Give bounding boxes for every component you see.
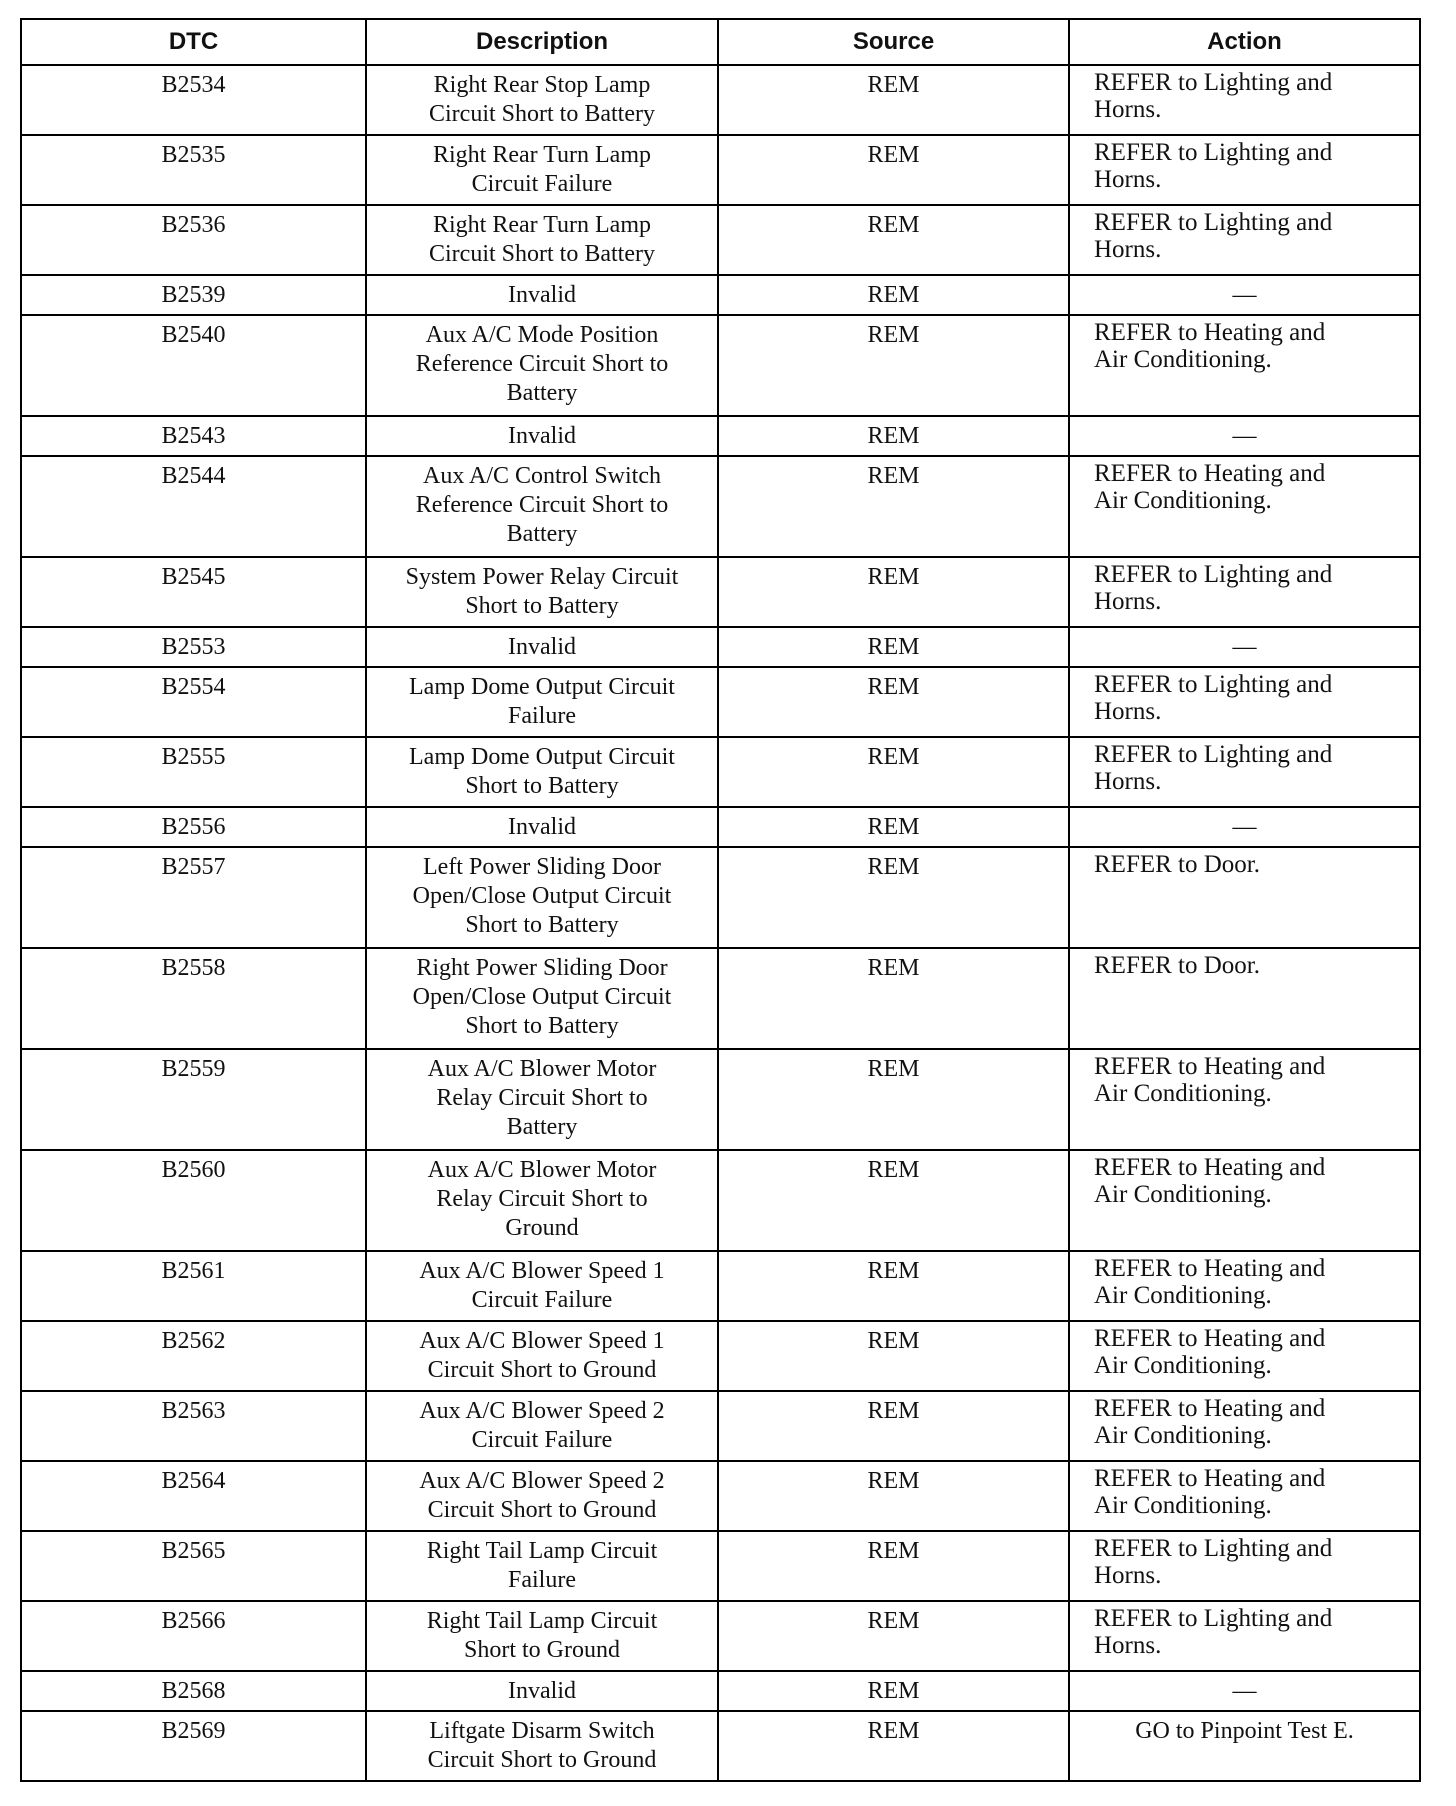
table-row	[22, 136, 1421, 206]
table-row	[22, 1532, 1421, 1602]
action-cell: REFER to Heating and Air Conditioning.	[1070, 1462, 1421, 1530]
description-cell: Right Tail Lamp Circuit Short to Ground	[367, 1602, 719, 1670]
description-cell: Invalid	[367, 417, 719, 455]
table-row	[22, 457, 1421, 558]
description-cell: System Power Relay Circuit Short to Battery	[367, 558, 719, 626]
description-cell: Aux A/C Mode Position Reference Circuit Short to Battery	[367, 316, 719, 415]
source-cell: REM	[719, 1532, 1070, 1600]
header-description: Description	[367, 20, 719, 64]
dtc-cell: B2560	[22, 1151, 367, 1250]
dtc-cell: B2559	[22, 1050, 367, 1149]
table-header-row	[22, 20, 1421, 66]
description-cell: Aux A/C Blower Speed 1 Circuit Failure	[367, 1252, 719, 1320]
action-cell: REFER to Heating and Air Conditioning.	[1070, 1392, 1421, 1460]
action-cell: REFER to Heating and Air Conditioning.	[1070, 457, 1421, 556]
source-cell: REM	[719, 206, 1070, 274]
description-cell: Right Rear Stop Lamp Circuit Short to Battery	[367, 66, 719, 134]
action-cell: REFER to Lighting and Horns.	[1070, 1602, 1421, 1670]
description-cell: Right Rear Turn Lamp Circuit Failure	[367, 136, 719, 204]
table-row	[22, 808, 1421, 848]
dtc-cell: B2536	[22, 206, 367, 274]
description-cell: Aux A/C Control Switch Reference Circuit Short to Battery	[367, 457, 719, 556]
dtc-cell: B2565	[22, 1532, 367, 1600]
source-cell: REM	[719, 1050, 1070, 1149]
description-cell: Invalid	[367, 1672, 719, 1710]
source-cell: REM	[719, 136, 1070, 204]
source-cell: REM	[719, 316, 1070, 415]
dtc-cell: B2564	[22, 1462, 367, 1530]
header-dtc: DTC	[22, 20, 367, 64]
description-cell: Right Rear Turn Lamp Circuit Short to Battery	[367, 206, 719, 274]
action-cell: REFER to Lighting and Horns.	[1070, 668, 1421, 736]
table-row	[22, 276, 1421, 316]
source-cell: REM	[719, 628, 1070, 666]
table-row	[22, 848, 1421, 949]
dtc-cell: B2543	[22, 417, 367, 455]
source-cell: REM	[719, 66, 1070, 134]
header-action: Action	[1070, 20, 1421, 64]
table-row	[22, 417, 1421, 457]
description-cell: Liftgate Disarm Switch Circuit Short to Ground	[367, 1712, 719, 1780]
table-row	[22, 949, 1421, 1050]
source-cell: REM	[719, 1392, 1070, 1460]
table-row	[22, 738, 1421, 808]
source-cell: REM	[719, 1672, 1070, 1710]
table-row	[22, 668, 1421, 738]
table-row	[22, 206, 1421, 276]
dtc-cell: B2568	[22, 1672, 367, 1710]
dtc-cell: B2557	[22, 848, 367, 947]
dtc-cell: B2540	[22, 316, 367, 415]
description-cell: Invalid	[367, 276, 719, 314]
table-row	[22, 628, 1421, 668]
description-cell: Invalid	[367, 628, 719, 666]
source-cell: REM	[719, 1602, 1070, 1670]
action-cell: REFER to Lighting and Horns.	[1070, 206, 1421, 274]
dtc-cell: B2545	[22, 558, 367, 626]
description-cell: Aux A/C Blower Speed 2 Circuit Short to Ground	[367, 1462, 719, 1530]
table-row	[22, 1252, 1421, 1322]
description-cell: Aux A/C Blower Speed 1 Circuit Short to Ground	[367, 1322, 719, 1390]
dtc-cell: B2566	[22, 1602, 367, 1670]
action-cell: GO to Pinpoint Test E.	[1070, 1712, 1421, 1780]
description-cell: Invalid	[367, 808, 719, 846]
dtc-cell: B2558	[22, 949, 367, 1048]
action-cell: REFER to Heating and Air Conditioning.	[1070, 1151, 1421, 1250]
source-cell: REM	[719, 1462, 1070, 1530]
dtc-cell: B2534	[22, 66, 367, 134]
action-cell: —	[1070, 1672, 1421, 1710]
table-row	[22, 1712, 1421, 1782]
table-body	[22, 66, 1421, 1782]
table-row	[22, 1462, 1421, 1532]
source-cell: REM	[719, 808, 1070, 846]
description-cell: Left Power Sliding Door Open/Close Output Circuit Short to Battery	[367, 848, 719, 947]
action-cell: REFER to Heating and Air Conditioning.	[1070, 316, 1421, 415]
table-row	[22, 1392, 1421, 1462]
description-cell: Lamp Dome Output Circuit Failure	[367, 668, 719, 736]
source-cell: REM	[719, 668, 1070, 736]
header-source: Source	[719, 20, 1070, 64]
source-cell: REM	[719, 558, 1070, 626]
action-cell: —	[1070, 808, 1421, 846]
description-cell: Aux A/C Blower Motor Relay Circuit Short to Ground	[367, 1151, 719, 1250]
source-cell: REM	[719, 276, 1070, 314]
description-cell: Aux A/C Blower Motor Relay Circuit Short to Battery	[367, 1050, 719, 1149]
dtc-cell: B2535	[22, 136, 367, 204]
description-cell: Lamp Dome Output Circuit Short to Battery	[367, 738, 719, 806]
action-cell: REFER to Lighting and Horns.	[1070, 136, 1421, 204]
source-cell: REM	[719, 848, 1070, 947]
action-cell: REFER to Heating and Air Conditioning.	[1070, 1252, 1421, 1320]
source-cell: REM	[719, 1252, 1070, 1320]
table-row	[22, 1672, 1421, 1712]
dtc-cell: B2554	[22, 668, 367, 736]
table-row	[22, 1602, 1421, 1672]
action-cell: REFER to Heating and Air Conditioning.	[1070, 1050, 1421, 1149]
action-cell: —	[1070, 417, 1421, 455]
dtc-cell: B2562	[22, 1322, 367, 1390]
source-cell: REM	[719, 457, 1070, 556]
table-row	[22, 1322, 1421, 1392]
dtc-cell: B2544	[22, 457, 367, 556]
table-row	[22, 66, 1421, 136]
table-row	[22, 1050, 1421, 1151]
source-cell: REM	[719, 1712, 1070, 1780]
dtc-cell: B2553	[22, 628, 367, 666]
source-cell: REM	[719, 949, 1070, 1048]
source-cell: REM	[719, 1151, 1070, 1250]
table-row	[22, 316, 1421, 417]
dtc-cell: B2556	[22, 808, 367, 846]
dtc-cell: B2563	[22, 1392, 367, 1460]
action-cell: —	[1070, 276, 1421, 314]
dtc-cell: B2555	[22, 738, 367, 806]
action-cell: REFER to Lighting and Horns.	[1070, 66, 1421, 134]
action-cell: REFER to Lighting and Horns.	[1070, 1532, 1421, 1600]
dtc-cell: B2569	[22, 1712, 367, 1780]
action-cell: REFER to Door.	[1070, 949, 1421, 1048]
action-cell: REFER to Door.	[1070, 848, 1421, 947]
table-row	[22, 1151, 1421, 1252]
description-cell: Aux A/C Blower Speed 2 Circuit Failure	[367, 1392, 719, 1460]
dtc-table	[20, 18, 1421, 1782]
action-cell: REFER to Lighting and Horns.	[1070, 738, 1421, 806]
action-cell: REFER to Lighting and Horns.	[1070, 558, 1421, 626]
dtc-cell: B2539	[22, 276, 367, 314]
description-cell: Right Tail Lamp Circuit Failure	[367, 1532, 719, 1600]
source-cell: REM	[719, 738, 1070, 806]
description-cell: Right Power Sliding Door Open/Close Output Circuit Short to Battery	[367, 949, 719, 1048]
table-row	[22, 558, 1421, 628]
dtc-cell: B2561	[22, 1252, 367, 1320]
action-cell: —	[1070, 628, 1421, 666]
action-cell: REFER to Heating and Air Conditioning.	[1070, 1322, 1421, 1390]
source-cell: REM	[719, 417, 1070, 455]
source-cell: REM	[719, 1322, 1070, 1390]
